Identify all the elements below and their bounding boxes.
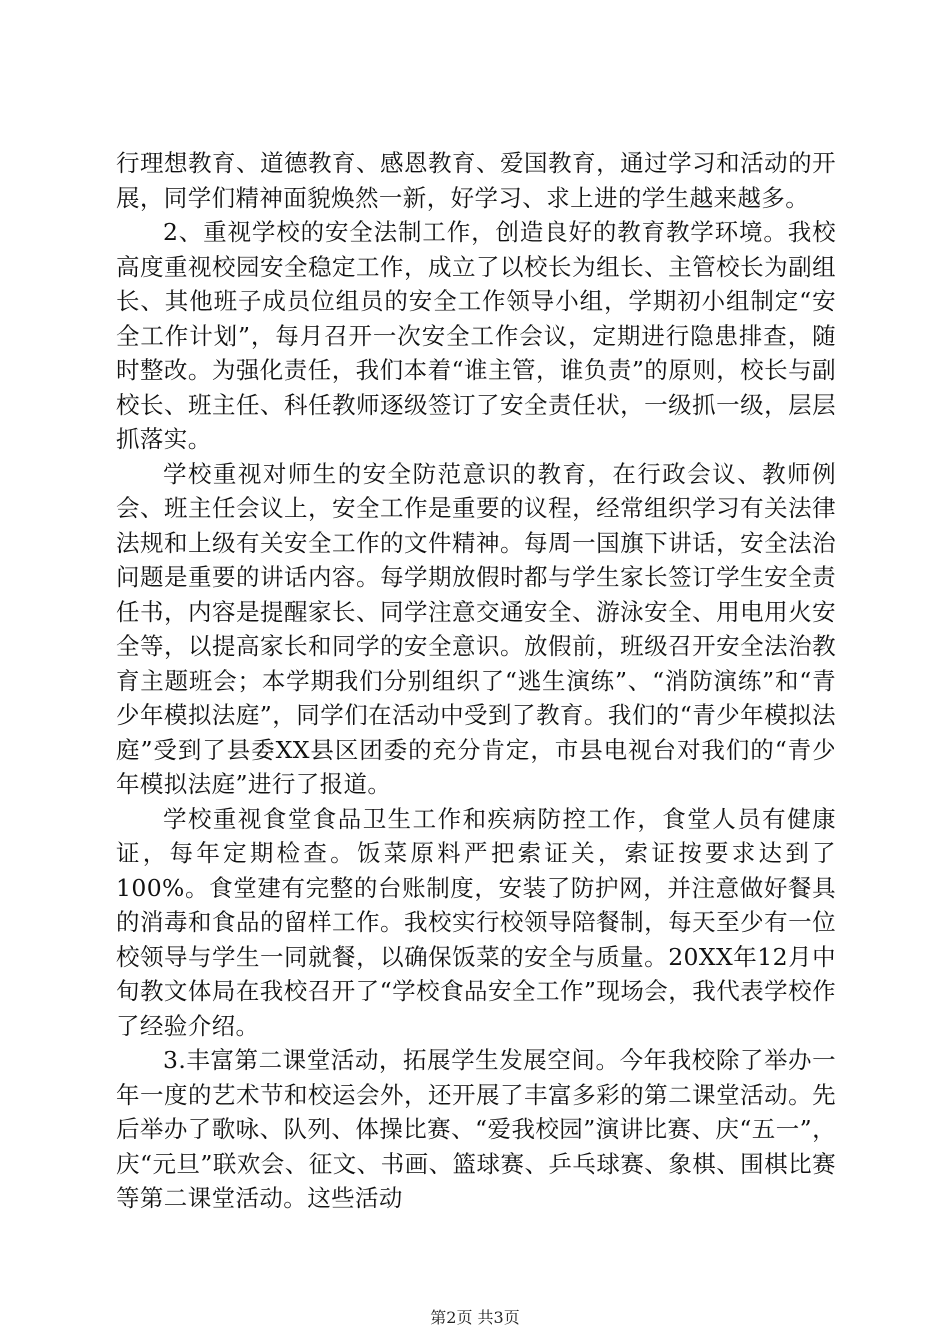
paragraph-4: 学校重视食堂食品卫生工作和疾病防控工作，食堂人员有健康证，每年定期检查。饭菜原料严把索证关，索证按要求达到了100%。食堂建有完整的台账制度，安装了防护网，并注意做好餐具的消毒和食品的留样工作。我校实行校领导陪餐制，每天至少有一位校领导与学生一同就餐，以确保饭菜的安全与质量。20XX年12月中旬教文体局在我校召开了“学校食品安全工作”现场会，我代表学校作了经验介绍。	[116, 804, 836, 1040]
document-body	[116, 146, 836, 1216]
paragraph-1: 行理想教育、道德教育、感恩教育、爱国教育，通过学习和活动的开展，同学们精神面貌焕然一新，好学习、求上进的学生越来越多。	[116, 149, 836, 212]
page-footer: 第2页 共3页	[430, 1308, 520, 1327]
paragraph-3: 学校重视对师生的安全防范意识的教育，在行政会议、教师例会、班主任会议上，安全工作是重要的议程，经常组织学习有关法律法规和上级有关安全工作的文件精神。每周一国旗下讲话，安全法治问题是重要的讲话内容。每学期放假时都与学生家长签订学生安全责任书，内容是提醒家长、同学注意交通安全、游泳安全、用电用火安全等，以提高家长和同学的安全意识。放假前，班级召开安全法治教育主题班会；本学期我们分别组织了“逃生演练”、“消防演练”和“青少年模拟法庭”，同学们在活动中受到了教育。我们的“青少年模拟法庭”受到了县委XX县区团委的充分肯定，市县电视台对我们的“青少年模拟法庭”进行了报道。	[116, 459, 836, 798]
paragraph-5: 3.丰富第二课堂活动，拓展学生发展空间。今年我校除了举办一年一度的艺术节和校运会外，还开展了丰富多彩的第二课堂活动。先后举办了歌咏、队列、体操比赛、“爱我校园”演讲比赛、庆“五一”，庆“元旦”联欢会、征文、书画、篮球赛、乒乓球赛、象棋、围棋比赛等第二课堂活动。这些活动	[116, 1046, 836, 1212]
paragraph-2: 2、重视学校的安全法制工作，创造良好的教育教学环境。我校高度重视校园安全稳定工作，成立了以校长为组长、主管校长为副组长、其他班子成员位组员的安全工作领导小组，学期初小组制定“安全工作计划”，每月召开一次安全工作会议，定期进行隐患排查，随时整改。为强化责任，我们本着“谁主管，谁负责”的原则，校长与副校长、班主任、科任教师逐级签订了安全责任状，一级抓一级，层层抓落实。	[116, 218, 836, 453]
